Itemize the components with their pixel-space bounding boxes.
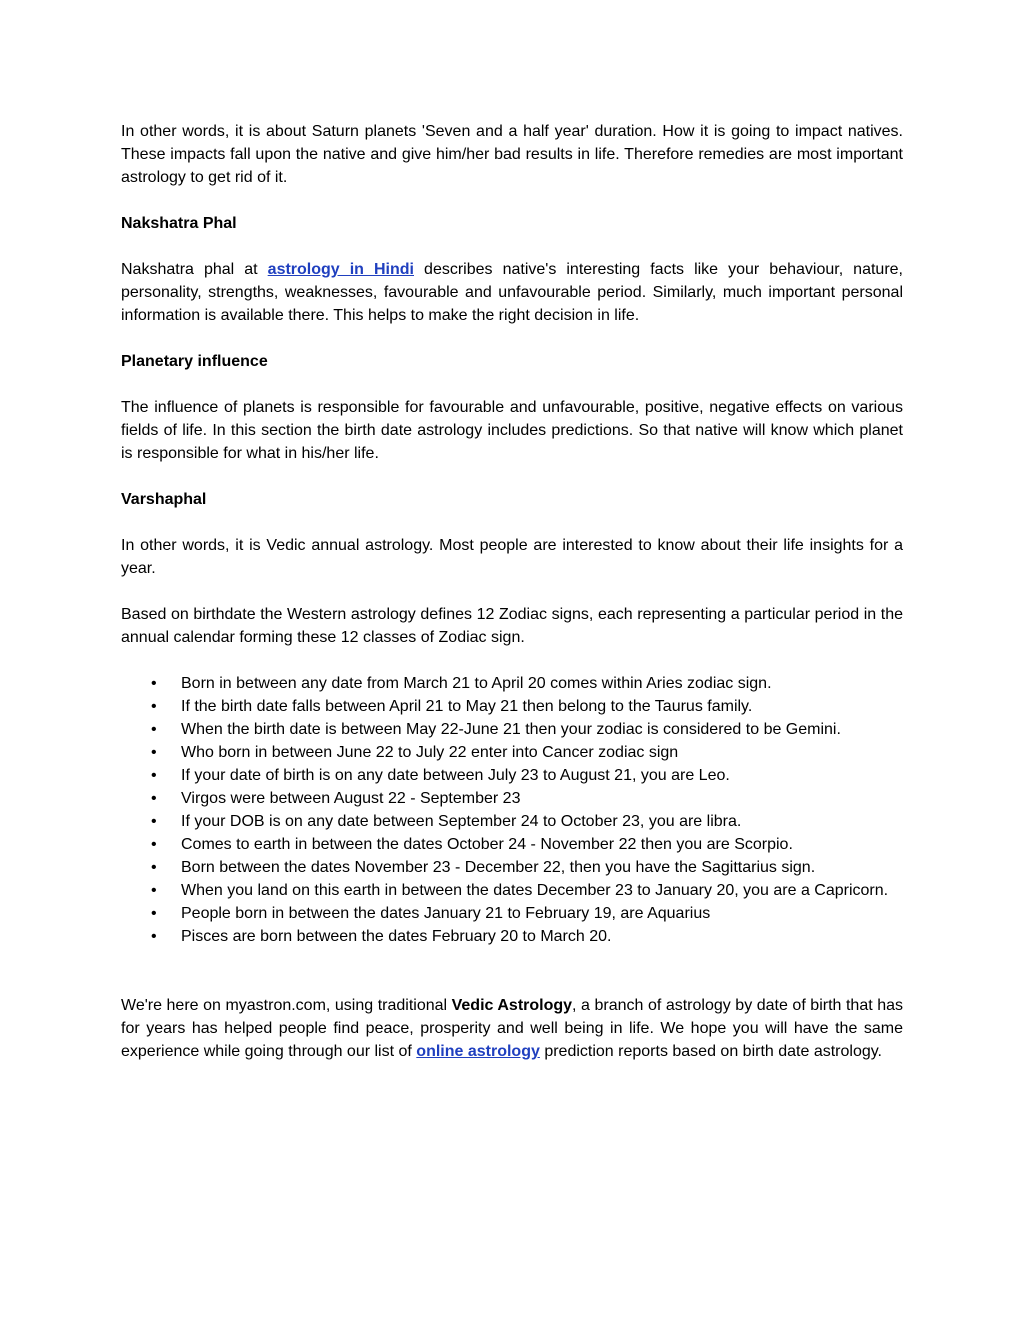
bullet-icon: • — [151, 882, 157, 899]
spacer — [121, 189, 903, 212]
list-item-text: Comes to earth in between the dates October 24 - November 22 then you are Scorpio. — [181, 836, 793, 853]
bullet-icon: • — [151, 859, 157, 876]
list-item-text: Virgos were between August 22 - September 23 — [181, 790, 521, 807]
list-item — [121, 741, 903, 764]
bullet-icon: • — [151, 675, 157, 692]
spacer — [121, 948, 903, 994]
list-item — [121, 833, 903, 856]
astrology-in-hindi-link[interactable]: astrology in Hindi — [267, 261, 414, 278]
bullet-icon: • — [151, 905, 157, 922]
spacer — [121, 649, 903, 672]
bullet-icon: • — [151, 721, 157, 738]
varshaphal-paragraph-1: In other words, it is Vedic annual astrology. Most people are interested to know about their life insights for a year. — [121, 537, 903, 577]
spacer — [121, 373, 903, 396]
spacer — [121, 465, 903, 488]
list-item — [121, 810, 903, 833]
bullet-icon: • — [151, 744, 157, 761]
zodiac-list — [121, 672, 903, 948]
list-item-text: People born in between the dates January 21 to February 19, are Aquarius — [181, 905, 711, 922]
list-item — [121, 695, 903, 718]
bullet-icon: • — [151, 698, 157, 715]
list-item-text: If the birth date falls between April 21 to May 21 then belong to the Taurus family. — [181, 698, 753, 715]
spacer — [121, 327, 903, 350]
planetary-paragraph: The influence of planets is responsible for favourable and unfavourable, positive, negative effects on various fields of life. In this section the birth date astrology includes predictions. So that native will know which planet is responsible for what in his/her life. — [121, 399, 903, 462]
list-item — [121, 879, 903, 902]
list-item-text: Who born in between June 22 to July 22 enter into Cancer zodiac sign — [181, 744, 679, 761]
list-item — [121, 672, 903, 695]
list-item — [121, 856, 903, 879]
nakshatra-text-after: describes native's interesting facts like your behaviour, nature, personality, strengths, weaknesses, favourable and unfavourable period. Similarly, much important personal information is available there. This helps to make the right decision in life. — [121, 261, 903, 324]
varshaphal-heading: Varshaphal — [121, 491, 207, 508]
list-item-text: If your date of birth is on any date between July 23 to August 21, you are Leo. — [181, 767, 730, 784]
list-item — [121, 902, 903, 925]
nakshatra-text-before: Nakshatra phal at — [121, 261, 268, 278]
list-item-text: Born between the dates November 23 - December 22, then you have the Sagittarius sign. — [181, 859, 816, 876]
nakshatra-heading: Nakshatra Phal — [121, 215, 237, 232]
bullet-icon: • — [151, 790, 157, 807]
list-item-text: Born in between any date from March 21 to April 20 comes within Aries zodiac sign. — [181, 675, 772, 692]
intro-paragraph: In other words, it is about Saturn planets 'Seven and a half year' duration. How it is going to impact natives. These impacts fall upon the native and give him/her bad results in life. Therefore remedies are most important astrology to get rid of it. — [121, 123, 903, 186]
closing-text-middle: , a branch of astrology by date of birth that has for years has helped people find peace, prosperity and well being in life. We hope you will have the same experience while going through our list of — [121, 997, 903, 1060]
list-item-text: When the birth date is between May 22-June 21 then your zodiac is considered to be Gemini. — [181, 721, 841, 738]
closing-text-before: We're here on myastron.com, using traditional — [121, 997, 452, 1014]
bullet-icon: • — [151, 836, 157, 853]
spacer — [121, 511, 903, 534]
varshaphal-paragraph-2: Based on birthdate the Western astrology defines 12 Zodiac signs, each representing a particular period in the annual calendar forming these 12 classes of Zodiac sign. — [121, 606, 903, 646]
spacer — [121, 580, 903, 603]
nakshatra-paragraph — [121, 258, 903, 327]
document-page — [121, 120, 903, 1063]
planetary-heading: Planetary influence — [121, 353, 268, 370]
list-item-text: When you land on this earth in between the dates December 23 to January 20, you are a Capricorn. — [181, 882, 889, 899]
bullet-icon: • — [151, 813, 157, 830]
list-item-text: If your DOB is on any date between September 24 to October 23, you are libra. — [181, 813, 742, 830]
list-item — [121, 764, 903, 787]
list-item — [121, 718, 903, 741]
list-item — [121, 925, 903, 948]
list-item-text: Pisces are born between the dates February 20 to March 20. — [181, 928, 612, 945]
closing-paragraph — [121, 994, 903, 1063]
spacer — [121, 235, 903, 258]
vedic-astrology-bold: Vedic Astrology — [451, 997, 573, 1014]
closing-text-after: prediction reports based on birth date astrology. — [539, 1043, 882, 1060]
online-astrology-link[interactable]: online astrology — [416, 1043, 540, 1060]
list-item — [121, 787, 903, 810]
bullet-icon: • — [151, 767, 157, 784]
bullet-icon: • — [151, 928, 157, 945]
